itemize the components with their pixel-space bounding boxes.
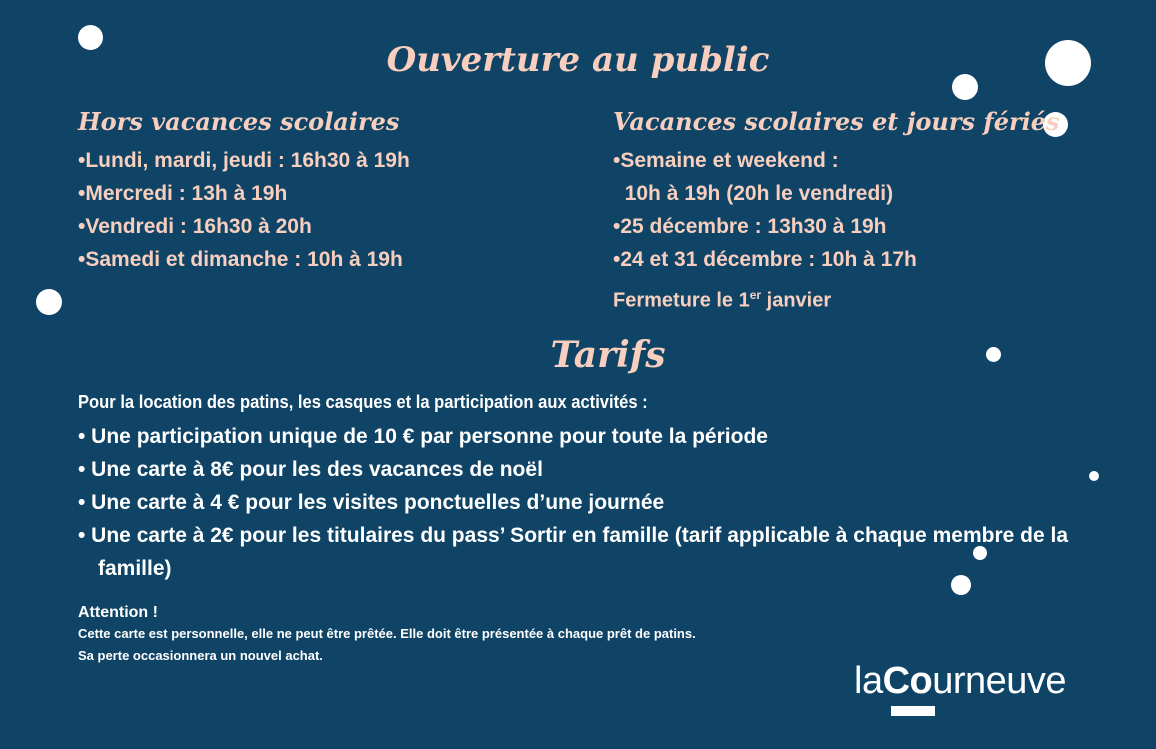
logo-bar-icon (891, 706, 935, 716)
tarifs-list (78, 420, 1138, 585)
tarifs-title: Tarifs (550, 334, 666, 376)
list-item: •Mercredi : 13h à 19h (78, 182, 288, 205)
attention-line: Sa perte occasionnera un nouvel achat. (78, 648, 323, 663)
list-item: 10h à 19h (20h le vendredi) (613, 182, 894, 205)
closing-sup: er (749, 288, 762, 302)
hours-regular-list (78, 144, 410, 276)
list-item: • Une carte à 2€ pour les titulaires du pass’ Sortir en famille (tarif applicable à chaque membre de la famille) (78, 524, 1069, 580)
list-item: • Une carte à 4 € pour les visites ponctuelles d’une journée (78, 491, 665, 514)
hours-regular-title: Hors vacances scolaires (78, 107, 400, 136)
closing-suffix: janvier (761, 289, 832, 312)
logo-part: la (854, 660, 883, 702)
list-item: •Lundi, mardi, jeudi : 16h30 à 19h (78, 149, 410, 172)
decorative-dot (36, 289, 62, 315)
list-item: •Vendredi : 16h30 à 20h (78, 215, 312, 238)
list-item: •24 et 31 décembre : 10h à 17h (613, 248, 917, 271)
logo-part: urneuve (932, 660, 1067, 702)
la-courneuve-logo (854, 660, 1066, 703)
attention-line: Cette carte est personnelle, elle ne peut être prêtée. Elle doit être présentée à chaque prêt de patins. (78, 626, 696, 641)
page-title: Ouverture au public (386, 40, 770, 80)
closing-note (613, 288, 831, 313)
hours-holiday-title: Vacances scolaires et jours fériés (613, 107, 1060, 136)
list-item: •Samedi et dimanche : 10h à 19h (78, 248, 403, 271)
logo-part: Co (882, 660, 933, 702)
list-item: • Une participation unique de 10 € par personne pour toute la période (78, 425, 768, 448)
list-item: • Une carte à 8€ pour les des vacances de noël (78, 458, 543, 481)
list-item: •25 décembre : 13h30 à 19h (613, 215, 887, 238)
hours-holiday-list (613, 144, 917, 276)
tarifs-intro: Pour la location des patins, les casques et la participation aux activités : (78, 392, 648, 412)
closing-prefix: Fermeture le 1 (613, 289, 750, 312)
list-item: •Semaine et weekend : (613, 149, 839, 172)
attention-title: Attention ! (78, 604, 158, 621)
attention-notice (78, 603, 696, 667)
